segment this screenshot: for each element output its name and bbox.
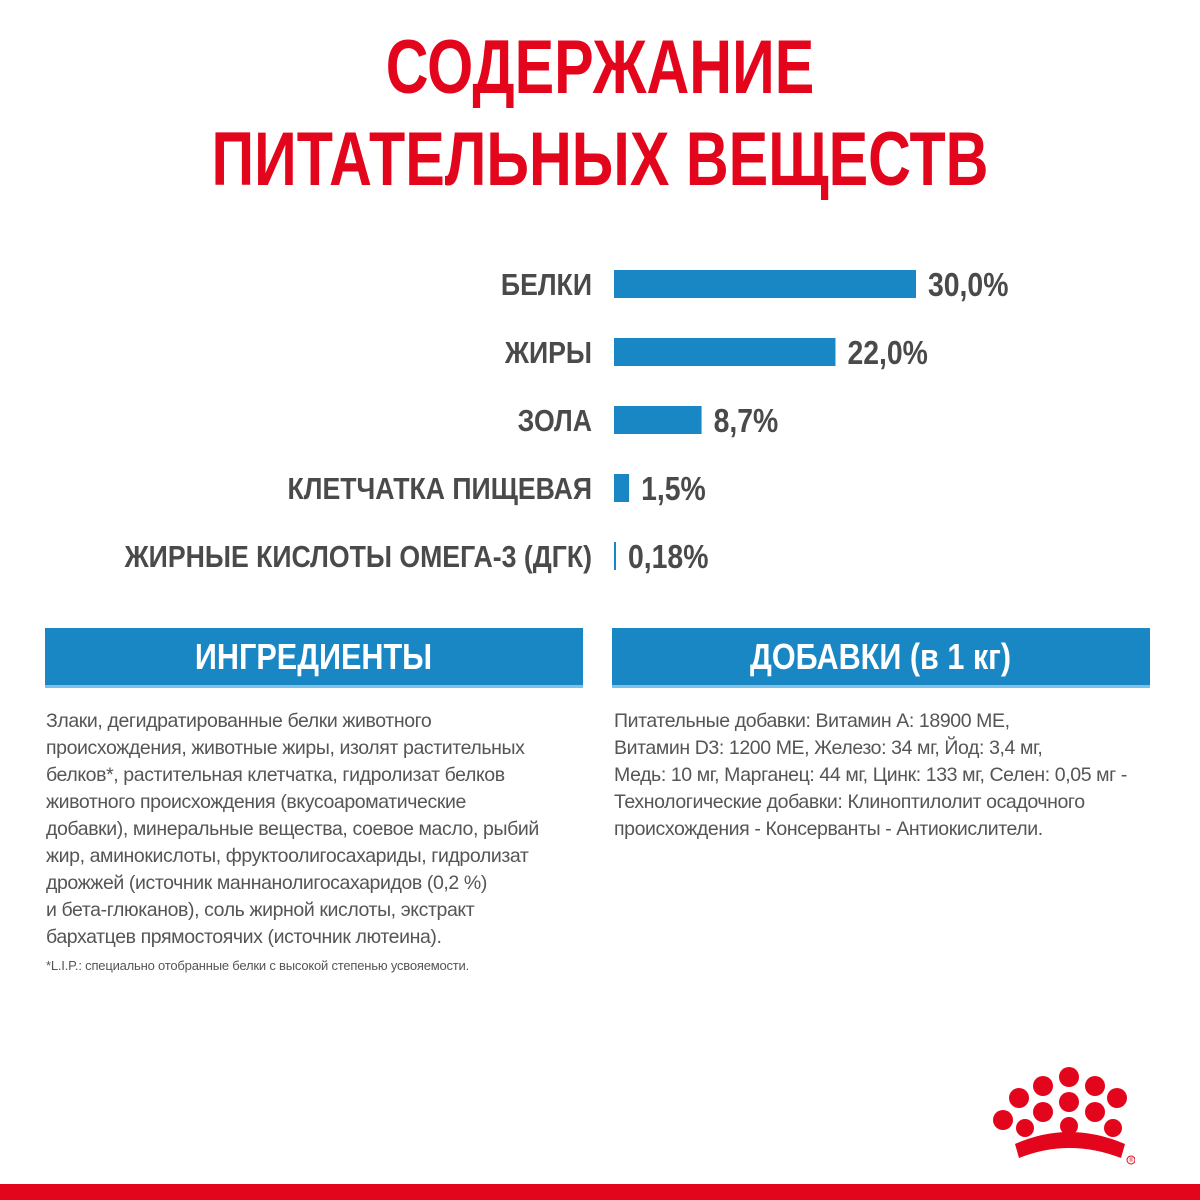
ingredients-line: Злаки, дегидратированные белки животного [46,710,432,732]
bar [614,338,835,366]
value-label: 0,18% [627,537,709,576]
category-label: БЕЛКИ [500,268,592,303]
additives-heading: ДОБАВКИ (в 1 кг) [612,628,1150,688]
ingredients-line: животного происхождения (вкусоароматические [46,791,466,813]
category-label: КЛЕТЧАТКА ПИЩЕВАЯ [287,472,592,507]
ingredients-line: происхождения, животные жиры, изолят растительных [46,737,525,759]
ingredients-line: бархатцев прямостоячих (источник лютеина). [46,926,442,948]
additives-line: Технологические добавки: Клиноптилолит осадочного [614,791,1085,813]
ingredients-text [46,708,586,951]
value-label: 8,7% [713,401,779,440]
value-label: 1,5% [641,469,706,508]
category-label: ЖИРЫ [504,336,592,371]
ingredients-line: дрожжей (источник маннанолигосахаридов (0,2 %) [46,872,487,894]
ingredients-heading: ИНГРЕДИЕНТЫ [45,628,583,688]
category-label: ЖИРНЫЕ КИСЛОТЫ ОМЕГА-3 (ДГК) [124,540,592,575]
title-line-1: СОДЕРЖАНИЕ [385,25,815,110]
ingredients-line: и бета-глюканов), соль жирной кислоты, экстракт [46,899,475,921]
ingredients-line: добавки), минеральные вещества, соевое масло, рыбий [46,818,539,840]
title-line-2: ПИТАТЕЛЬНЫХ ВЕЩЕСТВ [211,117,989,202]
bar [614,270,916,298]
bar [614,474,629,502]
ingredients-footnote: *L.I.P.: специально отобранные белки с высокой степенью усвояемости. [46,958,470,973]
additives-line: Питательные добавки: Витамин А: 18900 МЕ, [614,710,1010,732]
nutrient-bar-chart [0,250,1200,580]
bottom-brand-band [0,1184,1200,1200]
ingredients-line: жир, аминокислоты, фруктоолигосахариды, гидролизат [46,845,529,867]
royal-canin-crown-icon [985,1062,1135,1172]
value-label: 30,0% [928,265,1009,304]
page-title [132,22,1068,206]
additives-text [614,708,1174,843]
registered-mark: ® [1128,1158,1134,1164]
additives-line: Медь: 10 мг, Марганец: 44 мг, Цинк: 133 мг, Селен: 0,05 мг - [614,764,1128,786]
category-label: ЗОЛА [517,404,592,439]
bar [614,406,702,434]
additives-line: происхождения - Консерванты - Антиокислители. [614,818,1043,840]
bar [614,542,616,570]
value-label: 22,0% [847,333,928,372]
additives-line: Витамин D3: 1200 МЕ, Железо: 34 мг, Йод: 3,4 мг, [614,737,1043,759]
ingredients-line: белков*, растительная клетчатка, гидролизат белков [46,764,505,786]
